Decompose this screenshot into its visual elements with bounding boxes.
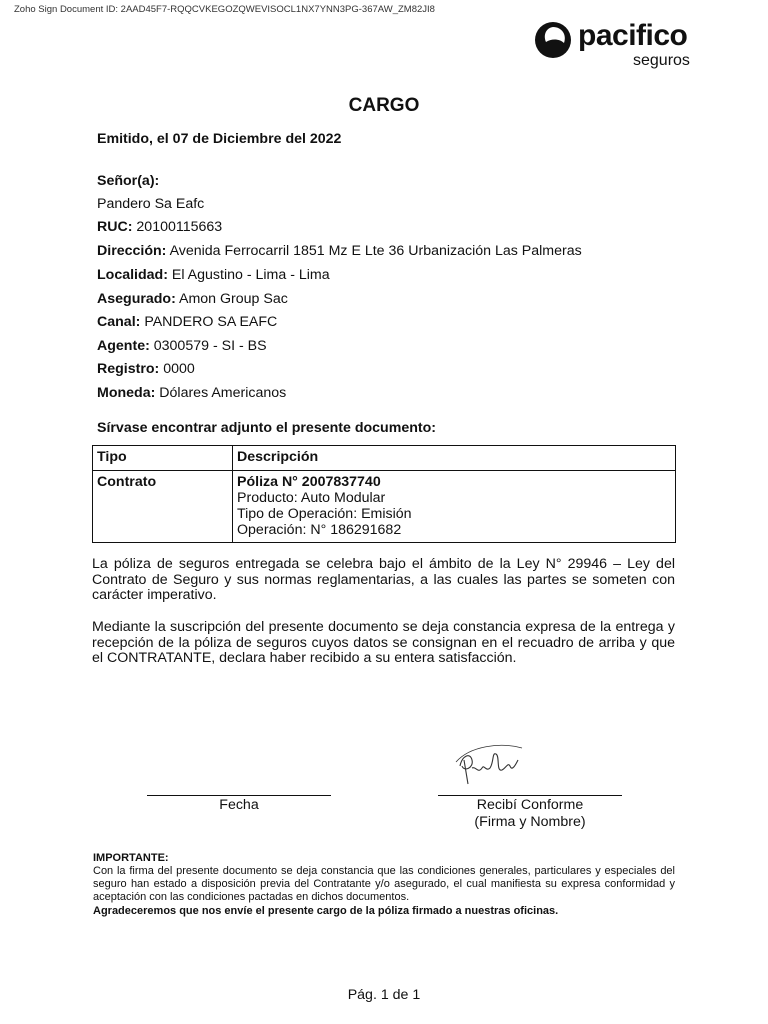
field-label: Localidad: xyxy=(97,267,168,283)
field-label: Agente: xyxy=(97,338,150,354)
field-value: El Agustino - Lima - Lima xyxy=(171,267,330,283)
tipo-operacion: Tipo de Operación: Emisión xyxy=(237,506,412,522)
recibi-conforme-label: Recibí Conforme xyxy=(476,797,584,813)
field-value: PANDERO SA EAFC xyxy=(144,314,278,330)
table-header-row xyxy=(93,446,676,471)
field-registro xyxy=(97,361,195,377)
logo-sub: seguros xyxy=(633,52,690,69)
document-id: Zoho Sign Document ID: 2AAD45F7-RQQCVKEGOZQWEVISOCL1NX7YNN3PG-367AW_ZM82JI8 xyxy=(14,4,435,15)
paragraph-ley: La póliza de seguros entregada se celebra bajo el ámbito de la Ley N° 29946 – Ley del Contrato de Seguro y sus normas reglamentarias, a las cuales las partes se someten con carácter imperativo. xyxy=(92,556,675,603)
field-localidad xyxy=(97,267,330,283)
field-label: Dirección: xyxy=(97,243,167,259)
intro-text: Sírvase encontrar adjunto el presente documento: xyxy=(97,420,437,436)
emission-date: Emitido, el 07 de Diciembre del 2022 xyxy=(97,131,342,147)
field-label: Canal: xyxy=(97,314,141,330)
field-canal xyxy=(97,314,277,330)
importante-body: Con la firma del presente documento se deja constancia que las condiciones generales, particulares y especiales del seguro han estado a disposición previa del Contratante y/o asegurado, el cual manifiesta su expresa conformidad y aceptación con las condiciones pactadas en dichos documentos. xyxy=(93,865,675,903)
pacifico-logo-icon xyxy=(534,21,572,59)
firma-signature-line xyxy=(438,795,622,796)
field-asegurado xyxy=(97,291,288,307)
field-value: 20100115663 xyxy=(136,219,223,235)
document-table xyxy=(92,445,676,543)
table-cell-descripcion xyxy=(233,471,676,543)
field-ruc xyxy=(97,219,222,235)
operacion: Operación: N° 186291682 xyxy=(237,522,402,538)
field-label: Moneda: xyxy=(97,385,156,401)
field-value: 0000 xyxy=(163,361,195,377)
importante-closing: Agradeceremos que nos envíe el presente cargo de la póliza firmado a nuestras oficinas. xyxy=(93,905,559,917)
field-label: Registro: xyxy=(97,361,160,377)
poliza-number: Póliza N° 2007837740 xyxy=(237,474,381,490)
table-row xyxy=(93,471,676,543)
field-value: Avenida Ferrocarril 1851 Mz E Lte 36 Urbanización Las Palmeras xyxy=(169,243,582,259)
importante-title: IMPORTANTE: xyxy=(93,852,169,864)
recipient-label: Señor(a): xyxy=(97,173,160,189)
field-direccion xyxy=(97,243,582,259)
field-moneda xyxy=(97,385,286,401)
field-label: RUC: xyxy=(97,219,133,235)
table-header-descripcion: Descripción xyxy=(233,446,676,471)
fecha-signature-line xyxy=(147,795,331,796)
table-header-tipo: Tipo xyxy=(93,446,233,471)
pacifico-logo xyxy=(534,16,704,72)
field-agente xyxy=(97,338,267,354)
producto: Producto: Auto Modular xyxy=(237,490,386,506)
paragraph-constancia: Mediante la suscripción del presente documento se deja constancia expresa de la entrega y recepción de la póliza de seguros cuyos datos se consignan en el recuadro de arriba y que el CONTRATANTE, declara haber recibido a su entera satisfacción. xyxy=(92,619,675,666)
field-value: Amon Group Sac xyxy=(179,291,288,307)
field-value: Dólares Americanos xyxy=(159,385,287,401)
field-label: Asegurado: xyxy=(97,291,176,307)
fecha-label: Fecha xyxy=(219,797,259,813)
document-title: CARGO xyxy=(348,95,420,116)
field-value: 0300579 - SI - BS xyxy=(153,338,267,354)
table-cell-tipo: Contrato xyxy=(93,471,233,543)
handwritten-signature xyxy=(450,738,530,788)
page-number: Pág. 1 de 1 xyxy=(347,987,421,1003)
firma-nombre-label: (Firma y Nombre) xyxy=(474,814,586,830)
logo-name: pacifico xyxy=(578,19,688,52)
recipient-name: Pandero Sa Eafc xyxy=(97,196,205,212)
